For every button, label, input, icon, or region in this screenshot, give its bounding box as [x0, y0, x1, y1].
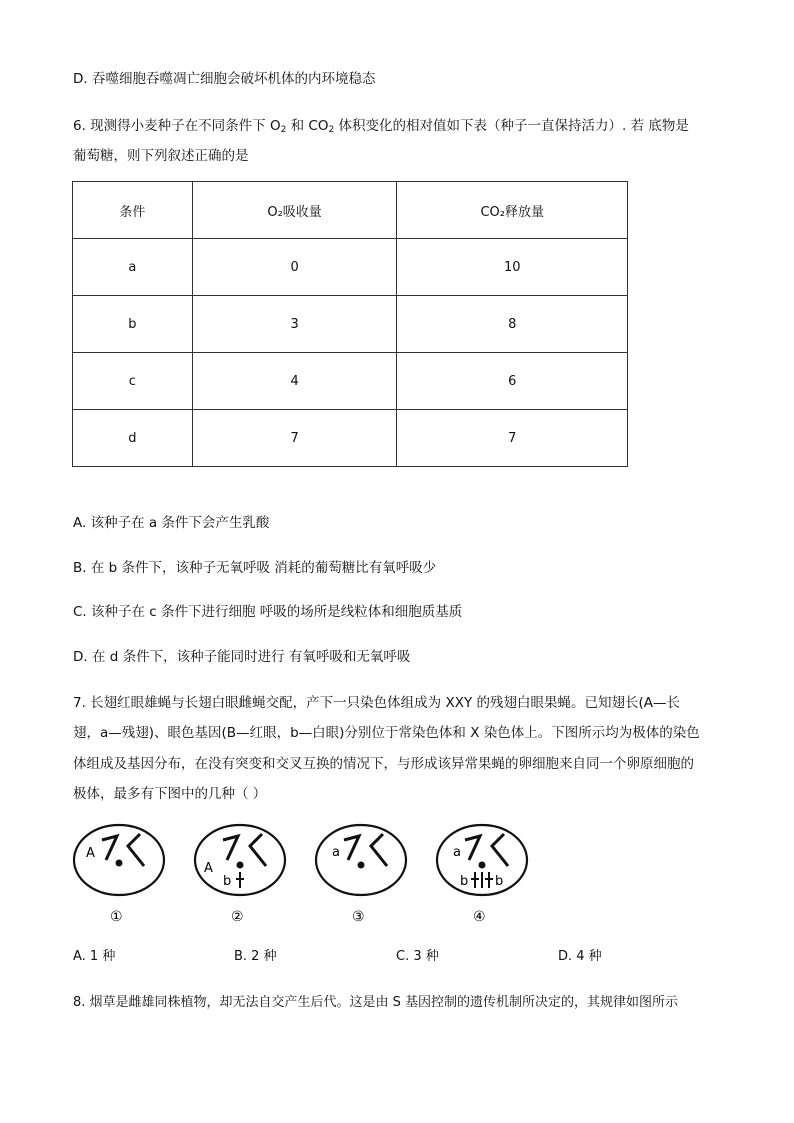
table-cell: 7 — [397, 410, 628, 467]
cell-number-2: ② — [231, 909, 244, 925]
gene-label-b2-cell4: b — [495, 874, 504, 889]
table-cell: 7 — [192, 410, 397, 467]
q7-option-a: A. 1 种 — [73, 949, 116, 964]
q7-stem-line3: 体组成及基因分布，在没有突变和交叉互换的情况下，与形成该异常果蝇的卵细胞来自同一个卵原细胞的 — [73, 756, 694, 772]
q7-option-d: D. 4 种 — [558, 949, 602, 964]
q6-stem-line2: 葡萄糖，则下列叙述正确的是 — [73, 148, 249, 164]
gene-label-cell3: a — [332, 845, 340, 860]
gene-label-cell1: A — [86, 846, 95, 861]
polar-body-figure — [70, 820, 540, 930]
gene-label-a-cell2: A — [204, 861, 213, 876]
q6-option-a: A. 该种子在 a 条件下会产生乳酸 — [73, 515, 270, 531]
q7-option-b: B. 2 种 — [234, 949, 277, 964]
polar-body-cell-2 — [195, 825, 285, 925]
table-cell: a — [73, 239, 193, 296]
q7-stem-line1: 7. 长翅红眼雄蝇与长翅白眼雌蝇交配，产下一只染色体组成为 XXY 的残翅白眼果蝇。已知翅长(A—长 — [73, 695, 680, 711]
q6-option-d: D. 在 d 条件下，该种子能同时进行 有氧呼吸和无氧呼吸 — [73, 649, 411, 665]
q8-stem-line1: 8. 烟草是雌雄同株植物，却无法自交产生后代。这是由 S 基因控制的遗传机制所决定的，其规律如图所示 — [73, 995, 679, 1010]
table-row — [73, 239, 628, 296]
table-header-row — [73, 182, 628, 239]
table-cell: 4 — [192, 353, 397, 410]
table-row — [73, 353, 628, 410]
co2-subscript: 2 — [328, 125, 335, 135]
table-cell: 10 — [397, 239, 628, 296]
q7-stem-line4: 极体，最多有下图中的几种（ ） — [73, 786, 267, 802]
cell-number-1: ① — [110, 909, 123, 925]
table-cell: b — [73, 296, 193, 353]
q6-stem-part3: 体积变化的相对值如下表（种子一直保持活力）. 若 底物是 — [334, 118, 689, 134]
prev-option-d: D. 吞噬细胞吞噬凋亡细胞会破坏机体的内环境稳态 — [73, 71, 376, 87]
table-cell: 3 — [192, 296, 397, 353]
q7-option-c: C. 3 种 — [396, 949, 439, 964]
table-header-cell: 条件 — [73, 182, 193, 239]
polar-body-cell-3 — [316, 825, 406, 925]
polar-body-cell-1 — [74, 825, 164, 925]
table-cell: c — [73, 353, 193, 410]
table-cell: 6 — [397, 353, 628, 410]
q6-option-c: C. 该种子在 c 条件下进行细胞 呼吸的场所是线粒体和细胞质基质 — [73, 604, 463, 620]
q6-option-b: B. 在 b 条件下，该种子无氧呼吸 消耗的葡萄糖比有氧呼吸少 — [73, 560, 437, 576]
polar-body-cell-4 — [437, 825, 527, 925]
table-cell: 8 — [397, 296, 628, 353]
o2-subscript: 2 — [280, 125, 287, 135]
table-row — [73, 410, 628, 467]
table-row — [73, 296, 628, 353]
table-header-cell: CO₂释放量 — [397, 182, 628, 239]
cell-number-4: ④ — [473, 909, 486, 925]
table-cell: 0 — [192, 239, 397, 296]
table-header-cell: O₂吸收量 — [192, 182, 397, 239]
gene-label-b-cell4: b — [460, 874, 469, 889]
q6-stem-part1: 6. 现测得小麦种子在不同条件下 O — [73, 118, 281, 134]
q6-stem-part2: 和 CO — [286, 118, 329, 134]
table-cell: d — [73, 410, 193, 467]
q6-stem-line1 — [73, 114, 689, 135]
gene-label-a-cell4: a — [453, 845, 461, 860]
gene-label-b-cell2: b — [223, 874, 232, 889]
q7-stem-line2: 翅，a—残翅)、眼色基因(B—红眼，b—白眼)分别位于常染色体和 X 染色体上。下图所示均为极体的染色 — [73, 725, 700, 741]
cell-number-3: ③ — [352, 909, 365, 925]
gas-exchange-table — [72, 181, 628, 467]
